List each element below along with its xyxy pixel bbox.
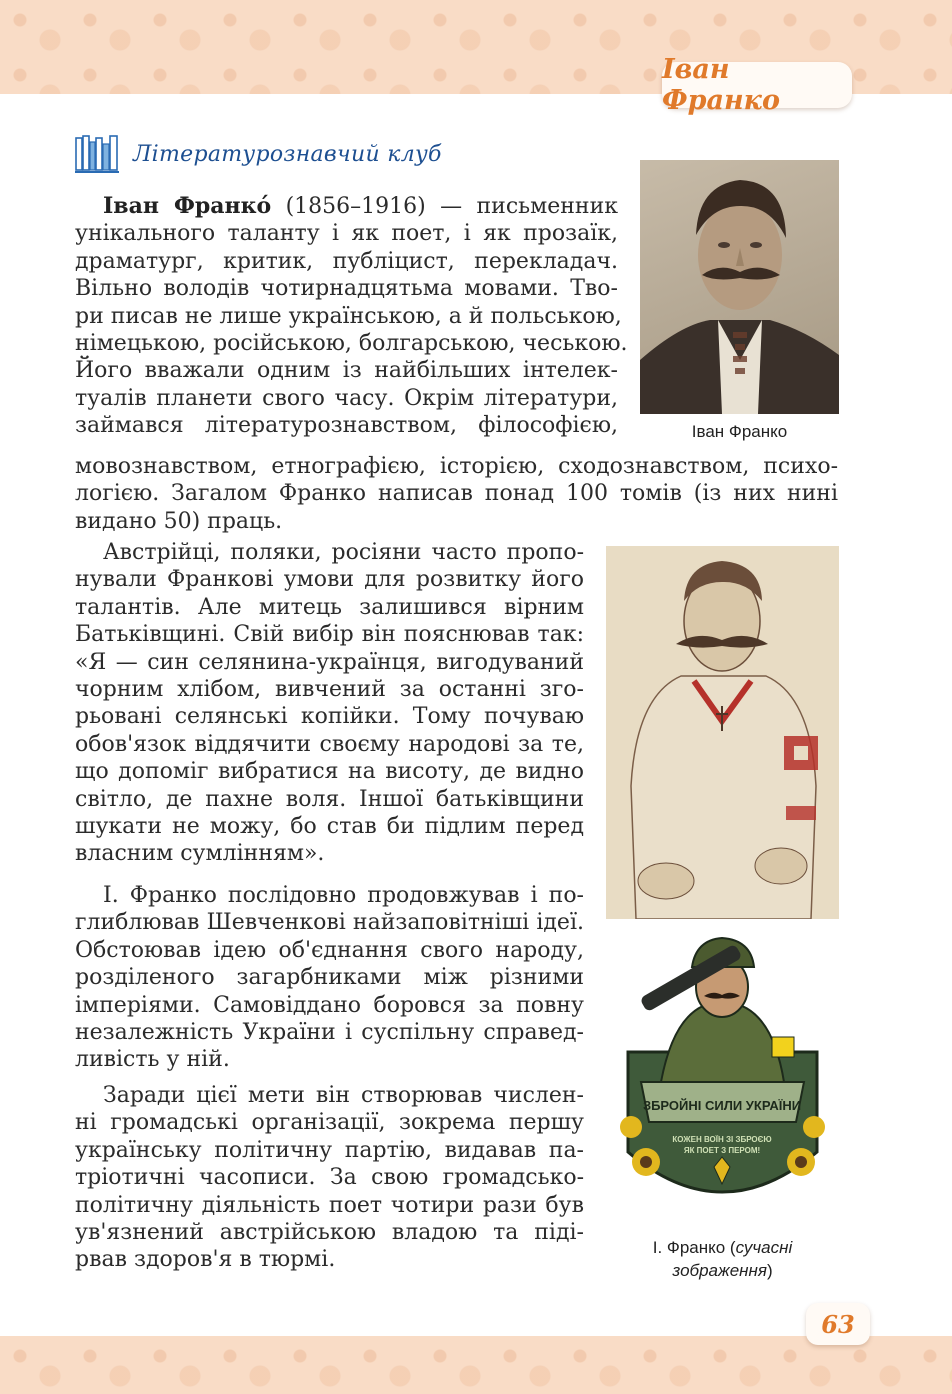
footer-ornament-band	[0, 1336, 952, 1394]
text-line: політичну діяльність поет чотири рази був	[75, 1192, 584, 1218]
paragraph-3	[75, 882, 584, 1074]
text-line: мовознавством, етнографією, історією, сходознавством, психо-	[75, 454, 838, 479]
text-line: незалежність України і суспільну справед-	[75, 1020, 584, 1046]
text-line: нували Франкові умови для розвитку його	[75, 567, 584, 593]
paragraph-2	[75, 539, 584, 868]
text-line: українську політичну партію, видавав па-	[75, 1137, 584, 1163]
text-line: німецькою, російською, болгарською, чеською.	[75, 331, 628, 357]
text-line: імперіями. Самовіддано боровся за повну	[75, 992, 584, 1018]
text-line: тріотичні часописи. За свою громадсько-	[75, 1165, 584, 1191]
text-line: ри писав не лише українською, а й польською,	[75, 303, 622, 329]
text-line: туалів планети свого часу. Окрім літератури,	[75, 385, 618, 411]
section-heading	[75, 134, 442, 174]
text-line: шукати не можу, бо став би підлим перед	[75, 814, 584, 840]
text-line: ув'язнений австрійською владою та піді-	[75, 1220, 584, 1246]
text-line: глиблював Шевченкові найзаповітніші ідеї.	[75, 910, 584, 936]
author-name: Іван Франко́	[103, 193, 272, 219]
text-line: Заради цієї мети він створював числен-	[103, 1083, 584, 1108]
text-line: рвав здоров'я в тюрмі.	[75, 1247, 336, 1273]
text-line: рьовані селянські копійки. Тому почуваю	[75, 704, 584, 730]
text-line: логією. Загалом Франко написав понад 100 томів (із них нині	[75, 481, 838, 507]
paragraph-1-wide	[75, 453, 838, 535]
text-line: Батьківщині. Свій вибір він пояснював так:	[75, 622, 584, 648]
bookshelf-icon	[75, 134, 119, 174]
paragraph-1	[75, 193, 628, 440]
page-number: 63	[806, 1303, 870, 1345]
text-line: Обстоював ідею об'єднання свого народу,	[75, 937, 584, 963]
poster-image	[606, 932, 839, 1223]
text-line: власним сумлінням».	[75, 841, 325, 867]
poster-slogan-1: КОЖЕН ВОЇН ЗІ ЗБРОЄЮ	[672, 1135, 772, 1144]
portrait-photo	[640, 160, 839, 414]
chapter-title-tab	[662, 54, 852, 116]
text-line: драматург, критик, публіцист, перекладач.	[75, 248, 618, 274]
text-line: ні громадські організації, зокрема першу	[75, 1110, 584, 1136]
text-line: займався літературознавством, філософією,	[75, 413, 618, 439]
text-line: видано 50) праць.	[75, 508, 283, 534]
text-line: обов'язок віддячити своєму народові за те,	[75, 731, 584, 757]
text-line: талантів. Але митець залишився вірним	[75, 594, 584, 620]
text-line: Його вважали одним із найбільших інтелек-	[75, 358, 618, 384]
portrait-caption: Іван Франко	[691, 422, 788, 441]
text-line: Австрійці, поляки, росіяни часто пропо-	[103, 540, 584, 565]
text-line: унікального таланту і як поет, і як прозаїк,	[75, 221, 618, 247]
poster-caption: І. Франко (сучасні зображення)	[652, 1238, 793, 1280]
text-line: ливість у ній.	[75, 1047, 230, 1073]
text-line: І. Франко послідовно продовжував і по-	[103, 883, 584, 908]
poster-banner-text: ЗБРОЙНІ СИЛИ УКРАЇНИ	[642, 1098, 802, 1113]
text-line: Іван Франко́ (1856–1916) — письменник	[103, 193, 618, 219]
poster-slogan-2: ЯК ПОЕТ З ПЕРОМ!	[683, 1146, 761, 1155]
club-title: Літературознавчий клуб	[133, 141, 442, 167]
text-line: що допоміг вибратися на висоту, де видно	[75, 759, 584, 785]
paragraph-4	[75, 1082, 584, 1274]
sketch-image	[606, 546, 839, 919]
chapter-title: Іван Франко	[662, 54, 780, 116]
text-line: Вільно володів чотирнадцятьма мовами. Тво-	[75, 276, 618, 302]
text-line: «Я — син селянина-українця, вигодуваний	[75, 649, 584, 675]
text-line: чорним хлібом, вивчений за останні зго-	[75, 677, 584, 703]
text-line: розділеного загарбниками між різними	[75, 965, 584, 991]
text-line: світло, де пахне воля. Іншої батьківщини	[75, 786, 584, 812]
